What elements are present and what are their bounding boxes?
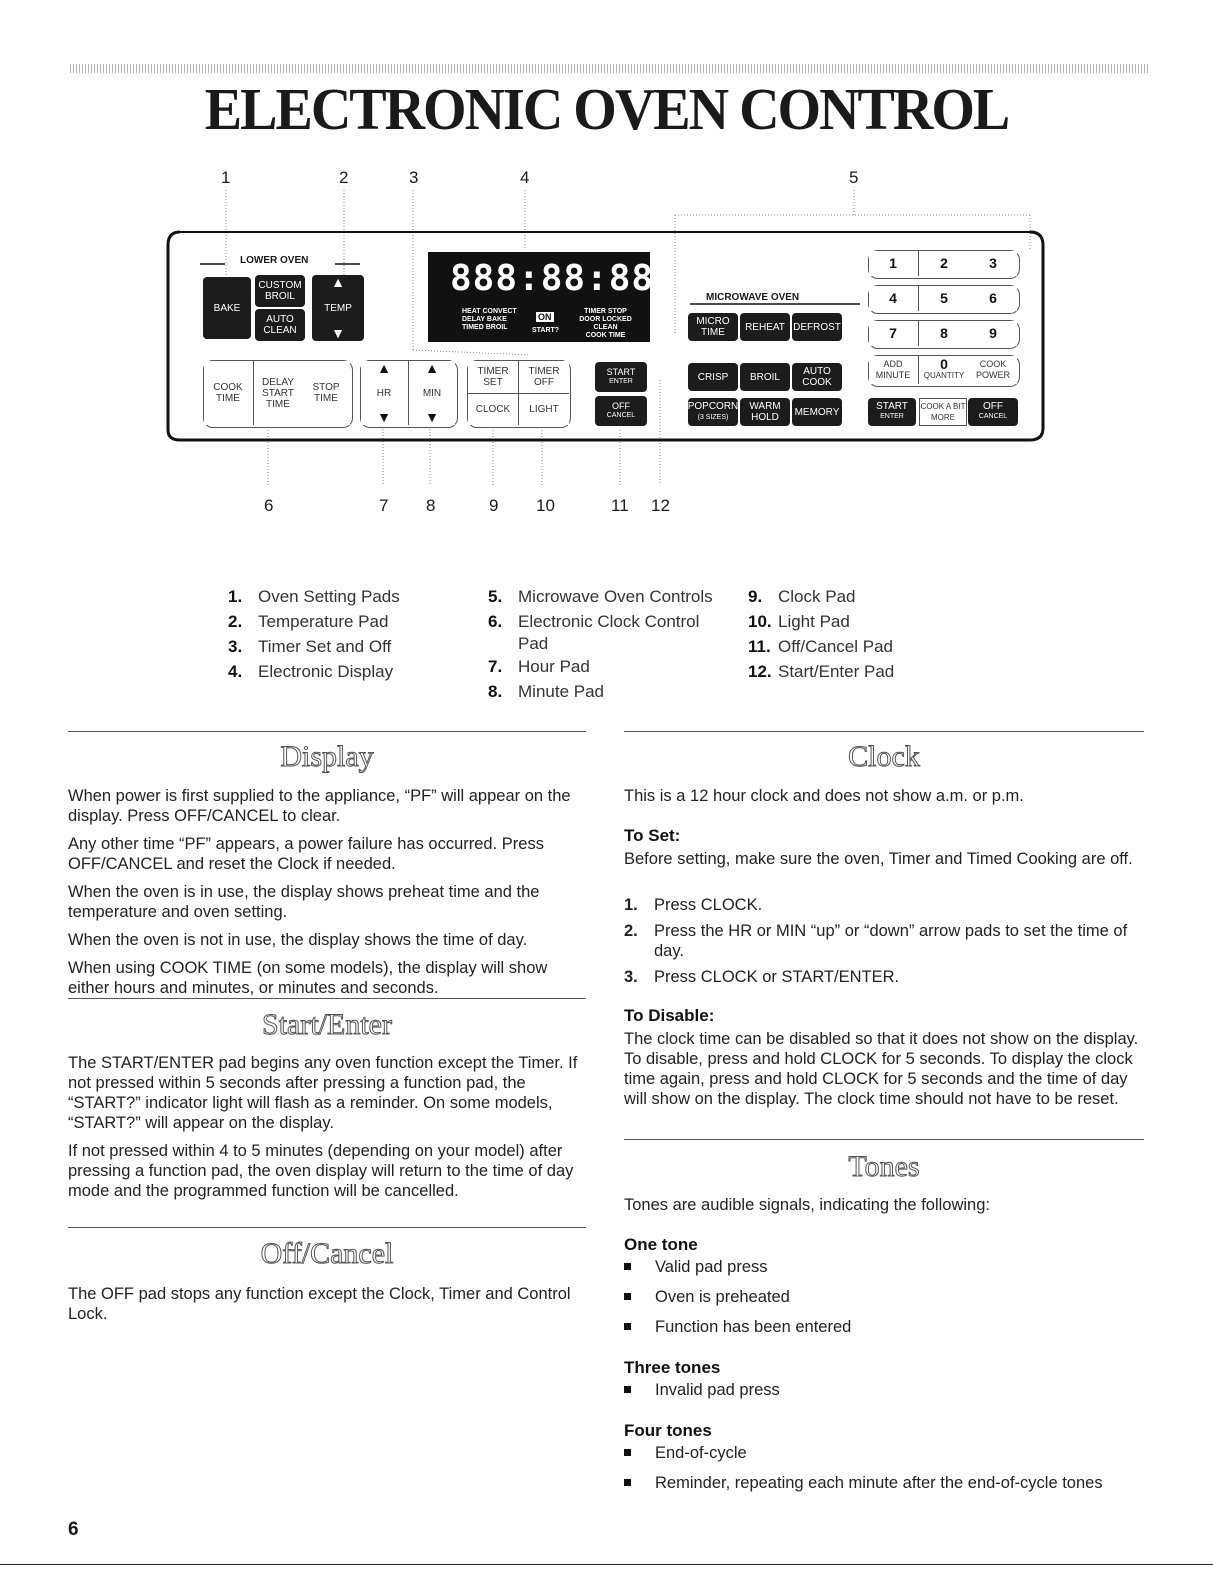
keypad-3-pad[interactable]: 3 [969,251,1017,276]
custom-broil-pad[interactable]: CUSTOM BROIL [255,275,305,307]
min-pad[interactable] [408,361,455,425]
keypad-4-pad[interactable]: 4 [869,286,917,311]
microwave-oven-label: MICROWAVE OVEN [706,292,800,303]
display-cook-time: COOK TIME [585,332,626,339]
off-cancel-pad[interactable] [595,396,647,426]
to-set-heading: To Set: [624,826,681,845]
start-enter-pad[interactable] [595,362,647,392]
three-tones-heading: Three tones [624,1358,721,1377]
to-disable-heading: To Disable: [624,1006,715,1025]
display-indicators-right [568,308,643,340]
crisp-pad[interactable]: CRISP [688,363,738,391]
callout-12: 12 [651,496,670,515]
legend-item: 4. Electronic Display [228,662,394,681]
divider [68,731,586,732]
start-label: START [606,367,636,377]
mw-start-label: START [876,401,908,412]
legend-item: 7. Hour Pad [488,657,590,676]
cancel-label: CANCEL [606,412,636,419]
divider [68,998,586,999]
clock-section-title: Clock [848,740,920,773]
display-section-title: Display [280,740,374,773]
display-timer-stop: TIMER STOP [584,308,627,315]
memory-pad[interactable]: MEMORY [792,398,842,426]
callout-9: 9 [489,496,499,515]
defrost-pad[interactable]: DEFROST [792,313,842,341]
legend-item: Pad [518,634,549,653]
one-tone-heading: One tone [624,1235,698,1254]
bullet-item: Invalid pad press [655,1381,780,1399]
keypad-8-pad[interactable]: 8 [918,321,970,346]
temp-up-arrow-icon: ▲ [331,274,345,290]
legend-item: 2. Temperature Pad [228,612,389,631]
min-up-arrow-icon[interactable]: ▲ [425,360,439,376]
callout-10: 10 [536,496,555,515]
display-on-indicator: ON [538,312,552,322]
timer-set-pad[interactable]: TIMER SET [468,361,518,394]
to-disable-text: The clock time can be disabled so that it does not show on the display. To disable, press and hold CLOCK for 5 seconds. To display the clock time again, press and hold CLOCK for 5 seconds and the time of day will show on the display. The clock time should not have to be reset. [624,1030,1139,1108]
keypad-6-pad[interactable]: 6 [969,286,1017,311]
display-digits: 888:88:88 [450,258,655,299]
clock-pad[interactable]: CLOCK [468,394,518,425]
mw-off-label: OFF [983,401,1003,412]
legend-item: 10. Light Pad [748,612,850,631]
cook-time-pad[interactable]: COOK TIME [204,361,252,425]
display-section-body [68,786,593,1006]
display-indicators-left [462,308,517,332]
electronic-display [428,252,655,342]
legend-column-1 [228,584,400,684]
legend-column-3 [748,584,894,684]
legend-item: 9. Clock Pad [748,587,856,606]
legend-item: 5. Microwave Oven Controls [488,587,713,606]
step-item: 2. Press the HR or MIN “up” or “down” arrow pads to set the time of day. [624,922,1128,960]
callout-1: 1 [221,168,231,187]
min-down-arrow-icon[interactable]: ▼ [425,409,439,425]
callout-4: 4 [520,168,530,187]
bullet-item: End-of-cycle [655,1444,747,1462]
delay-start-time-pad[interactable]: DELAY START TIME [253,361,303,425]
callout-3: 3 [409,168,419,187]
cook-power-pad[interactable]: COOK POWER [969,356,1017,384]
bullet-item: Function has been entered [655,1318,852,1336]
callout-2: 2 [339,168,349,187]
start-enter-section-body [68,1053,593,1209]
zero-quantity-pad[interactable] [918,356,970,384]
paragraph: When power is first supplied to the appliance, “PF” will appear on the display. Press OFF/CANCEL to clear. [68,787,571,825]
display-door-locked-clean: DOOR LOCKED CLEAN [579,316,632,331]
temp-pad[interactable] [312,275,364,341]
callout-7: 7 [379,496,389,515]
hr-up-arrow-icon[interactable]: ▲ [377,360,391,376]
legend-item: 6. Electronic Clock Control [488,612,700,631]
display-heat-convect: HEAT CONVECT [462,308,517,315]
cook-a-bit-more-pad[interactable]: COOK A BIT MORE [919,398,967,426]
micro-time-pad[interactable]: MICRO TIME [688,313,738,341]
bullet-item: Valid pad press [655,1258,768,1276]
callout-8: 8 [426,496,436,515]
quantity-label: QUANTITY [923,371,965,380]
broil-pad[interactable]: BROIL [740,363,790,391]
to-set-steps [624,895,1144,987]
divider [624,1139,1144,1140]
tones-section-title: Tones [848,1150,920,1183]
keypad-7-pad[interactable]: 7 [869,321,917,346]
off-label: OFF [612,401,630,411]
paragraph: Any other time “PF” appears, a power failure has occurred. Press OFF/CANCEL and reset the Clock if needed. [68,835,544,873]
off-cancel-section-title: Off/Cancel [260,1237,394,1270]
page-title: ELECTRONIC OVEN CONTROL [204,77,1009,143]
to-set-intro: Before setting, make sure the oven, Timer and Timed Cooking are off. [624,850,1133,868]
paragraph: The START/ENTER pad begins any oven function except the Timer. If not pressed within 5 seconds after pressing a function pad, the “START?” indicator light will flash as a reminder. On some models, “START?” will appear on the display. [68,1054,578,1132]
start-enter-section-title: Start/Enter [262,1008,392,1041]
keypad-9-pad[interactable]: 9 [969,321,1017,346]
tones-intro: Tones are audible signals, indicating the following: [624,1196,990,1214]
auto-cook-pad[interactable]: AUTO COOK [792,363,842,391]
temp-down-arrow-icon: ▼ [331,325,345,341]
warm-hold-pad[interactable]: WARM HOLD [740,398,790,426]
keypad-5-pad[interactable]: 5 [918,286,970,311]
keypad-1-pad[interactable]: 1 [869,251,917,276]
divider [68,1227,586,1228]
mw-enter-label: ENTER [880,413,904,420]
display-delay-bake: DELAY BAKE [462,316,507,323]
bake-pad[interactable]: BAKE [203,277,251,339]
light-pad[interactable]: LIGHT [518,394,569,425]
reheat-pad[interactable]: REHEAT [740,313,790,341]
legend-item: 3. Timer Set and Off [228,637,392,656]
add-minute-pad[interactable]: ADD MINUTE [869,356,917,384]
microwave-off-cancel-pad[interactable] [968,398,1018,426]
stop-time-pad[interactable]: STOP TIME [302,361,350,425]
keypad-2-pad[interactable]: 2 [918,251,970,276]
popcorn-label: POPCORN [687,401,739,412]
enter-label: ENTER [609,378,633,385]
popcorn-sizes-label: (3 SIZES) [697,414,729,421]
legend-column-2 [488,584,713,704]
four-tones-heading: Four tones [624,1421,712,1440]
step-item: 3. Press CLOCK or START/ENTER. [624,968,900,986]
hr-pad[interactable] [361,361,407,425]
paragraph: When the oven is not in use, the display shows the time of day. [68,931,528,949]
display-timed-broil: TIMED BROIL [462,324,508,331]
callout-5: 5 [849,168,859,187]
legend-item: 1. Oven Setting Pads [228,587,400,606]
mw-cancel-label: CANCEL [978,413,1008,420]
page-number: 6 [68,1519,79,1540]
legend-item: 12. Start/Enter Pad [748,662,895,681]
timer-off-pad[interactable]: TIMER OFF [518,361,569,394]
bottom-edge-rule [0,1564,1213,1565]
lower-oven-label: LOWER OVEN [240,255,309,266]
zero-label: 0 [940,356,948,372]
callout-6: 6 [264,496,274,515]
legend-item: 11. Off/Cancel Pad [748,637,893,656]
popcorn-pad[interactable] [688,398,738,426]
paragraph: When using COOK TIME (on some models), the display will show either hours and minutes, or minutes and seconds. [68,959,548,997]
temp-label: TEMP [324,302,352,314]
legend-item: 8. Minute Pad [488,682,604,701]
bullet-item: Reminder, repeating each minute after the end-of-cycle tones [655,1474,1103,1492]
clock-intro: This is a 12 hour clock and does not show a.m. or p.m. [624,787,1024,805]
min-label: MIN [422,387,442,399]
paragraph: If not pressed within 4 to 5 minutes (depending on your model) after pressing a function pad, the oven display will return to the time of day mode and the programmed function will be cancelled. [68,1142,574,1200]
paragraph: The OFF pad stops any function except the Clock, Timer and Control Lock. [68,1285,571,1323]
hr-label: HR [376,387,392,399]
auto-clean-pad[interactable]: AUTO CLEAN [255,309,305,341]
callout-11: 11 [611,496,629,515]
off-cancel-section-body [68,1284,593,1332]
microwave-start-enter-pad[interactable] [868,398,916,426]
paragraph: When the oven is in use, the display shows preheat time and the temperature and oven setting. [68,883,540,921]
divider [624,731,1144,732]
display-start-indicator: START? [532,327,560,334]
bullet-item: Oven is preheated [655,1288,790,1306]
hr-down-arrow-icon[interactable]: ▼ [377,409,391,425]
step-item: 1. Press CLOCK. [624,896,763,914]
